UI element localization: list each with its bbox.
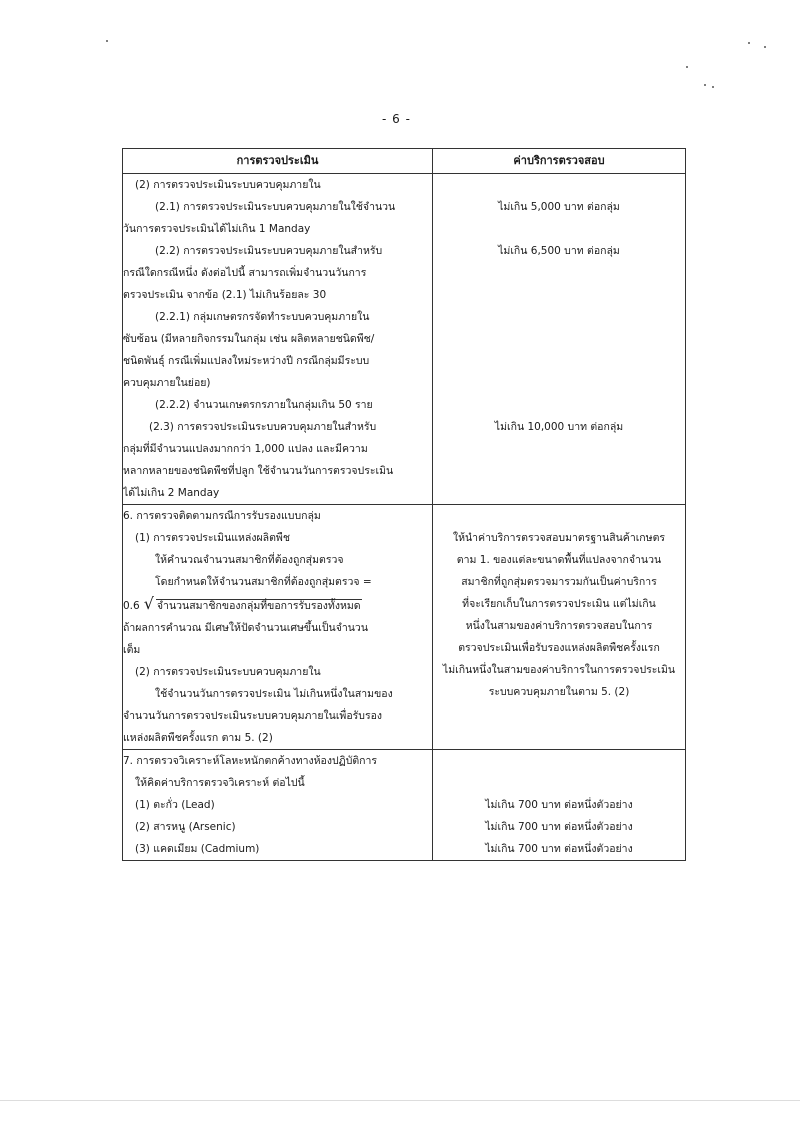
- text-line: จำนวนวันการตรวจประเมินระบบควบคุมภายในเพื่อรับรอง: [123, 710, 383, 722]
- text-line: ที่จะเรียกเก็บในการตรวจประเมิน แต่ไม่เกิน: [462, 598, 656, 610]
- page-number: - 6 -: [382, 112, 411, 126]
- row7-fees: [433, 750, 686, 861]
- text-line: (2) การตรวจประเมินระบบควบคุมภายใน: [135, 666, 321, 678]
- table-row: [123, 505, 686, 750]
- section-heading: 6. การตรวจติดตามกรณีการรับรองแบบกลุ่ม: [123, 510, 321, 522]
- fee-lead: ไม่เกิน 700 บาท ต่อหนึ่งตัวอย่าง: [485, 799, 633, 811]
- formula-coefficient: 0.6: [123, 600, 140, 612]
- scan-speck: [704, 84, 706, 86]
- text-line: แหล่งผลิตพืชครั้งแรก ตาม 5. (2): [123, 732, 273, 744]
- text-line: (2.3) การตรวจประเมินระบบควบคุมภายในสำหรับ: [149, 421, 377, 433]
- text-line: ตรวจประเมินเพื่อรับรองแหล่งผลิตพืชครั้งแรก: [458, 642, 660, 654]
- fee-2-2: ไม่เกิน 6,500 บาท ต่อกลุ่ม: [498, 245, 620, 257]
- scan-speck: [748, 42, 750, 44]
- text-line: (2.2) การตรวจประเมินระบบควบคุมภายในสำหรับ: [155, 245, 383, 257]
- row7-description: [123, 750, 433, 861]
- scan-speck: [686, 66, 688, 68]
- scan-speck: [106, 40, 108, 42]
- text-line: (2) การตรวจประเมินระบบควบคุมภายใน: [135, 179, 321, 191]
- text-line: (2) สารหนู (Arsenic): [135, 821, 236, 833]
- text-line: (1) การตรวจประเมินแหล่งผลิตพืช: [135, 532, 290, 544]
- text-line: (2.2.2) จำนวนเกษตรกรภายในกลุ่มเกิน 50 ราย: [155, 399, 373, 411]
- text-line: กรณีใดกรณีหนึ่ง ดังต่อไปนี้ สามารถเพิ่มจำนวนวันการ: [123, 267, 367, 279]
- table-row: [123, 174, 686, 505]
- text-line: ให้คำนวณจำนวนสมาชิกที่ต้องถูกสุ่มตรวจ: [155, 554, 344, 566]
- text-line: (2.1) การตรวจประเมินระบบควบคุมภายในใช้จำนวน: [155, 201, 396, 213]
- table-header-row: [123, 149, 686, 174]
- text-line: (3) แคดเมียม (Cadmium): [135, 843, 260, 855]
- row6-description: [123, 505, 433, 750]
- text-line: ควบคุมภายในย่อย): [123, 377, 211, 389]
- text-line: (2.2.1) กลุ่มเกษตรกรจัดทำระบบควบคุมภายใน: [155, 311, 370, 323]
- text-line: ถ้าผลการคำนวณ มีเศษให้ปัดจำนวนเศษขึ้นเป็นจำนวน: [123, 622, 368, 634]
- formula-radicand: จำนวนสมาชิกของกลุ่มที่ขอการรับรองทั้งหมด: [156, 600, 361, 612]
- text-line: หลากหลายของชนิดพืชที่ปลูก ใช้จำนวนวันการตรวจประเมิน: [123, 465, 394, 477]
- text-line: ใช้จำนวนวันการตรวจประเมิน ไม่เกินหนึ่งในสามของ: [155, 688, 393, 700]
- text-line: ได้ไม่เกิน 2 Manday: [123, 487, 220, 499]
- sample-size-formula: [123, 593, 432, 617]
- row5-description: [123, 174, 433, 505]
- text-line: ให้คิดค่าบริการตรวจวิเคราะห์ ต่อไปนี้: [135, 777, 305, 789]
- text-line: วันการตรวจประเมินได้ไม่เกิน 1 Manday: [123, 223, 311, 235]
- row5-fees: [433, 174, 686, 505]
- text-line: (1) ตะกั่ว (Lead): [135, 799, 215, 811]
- text-line: ซับซ้อน (มีหลายกิจกรรมในกลุ่ม เช่น ผลิตหลายชนิดพืช/: [123, 333, 375, 345]
- text-line: ระบบควบคุมภายในตาม 5. (2): [488, 686, 630, 698]
- text-line: ชนิดพันธุ์ กรณีเพิ่มแปลงใหม่ระหว่างปี กรณีกลุ่มมีระบบ: [123, 355, 370, 367]
- scan-speck: [764, 46, 766, 48]
- fee-cadmium: ไม่เกิน 700 บาท ต่อหนึ่งตัวอย่าง: [485, 843, 633, 855]
- text-line: ไม่เกินหนึ่งในสามของค่าบริการในการตรวจประเมิน: [442, 664, 676, 676]
- section-heading: 7. การตรวจวิเคราะห์โลหะหนักตกค้างทางห้องปฏิบัติการ: [123, 755, 378, 767]
- scan-edge: [0, 1100, 800, 1101]
- text-line: เต็ม: [123, 644, 141, 656]
- fee-2-1: ไม่เกิน 5,000 บาท ต่อกลุ่ม: [498, 201, 620, 213]
- fee-table: [122, 148, 686, 861]
- header-inspection: การตรวจประเมิน: [123, 149, 433, 174]
- table-row: [123, 750, 686, 861]
- text-line: ให้นำค่าบริการตรวจสอบมาตรฐานสินค้าเกษตร: [452, 532, 666, 544]
- scan-speck: [712, 86, 714, 88]
- text-line: ตรวจประเมิน จากข้อ (2.1) ไม่เกินร้อยละ 30: [123, 289, 327, 301]
- text-line: สมาชิกที่ถูกสุ่มตรวจมารวมกันเป็นค่าบริการ: [461, 576, 657, 588]
- text-line: ตาม 1. ของแต่ละขนาดพื้นที่แปลงจากจำนวน: [456, 554, 662, 566]
- square-root-icon: √: [143, 594, 154, 613]
- text-line: กลุ่มที่มีจำนวนแปลงมากกว่า 1,000 แปลง และมีความ: [123, 443, 368, 455]
- text-line: หนึ่งในสามของค่าบริการตรวจสอบในการ: [465, 620, 653, 632]
- fee-arsenic: ไม่เกิน 700 บาท ต่อหนึ่งตัวอย่าง: [485, 821, 633, 833]
- fee-2-3: ไม่เกิน 10,000 บาท ต่อกลุ่ม: [494, 421, 624, 433]
- header-fee: ค่าบริการตรวจสอบ: [433, 149, 686, 174]
- row6-fees: [433, 505, 686, 750]
- text-line: โดยกำหนดให้จำนวนสมาชิกที่ต้องถูกสุ่มตรวจ =: [155, 576, 372, 588]
